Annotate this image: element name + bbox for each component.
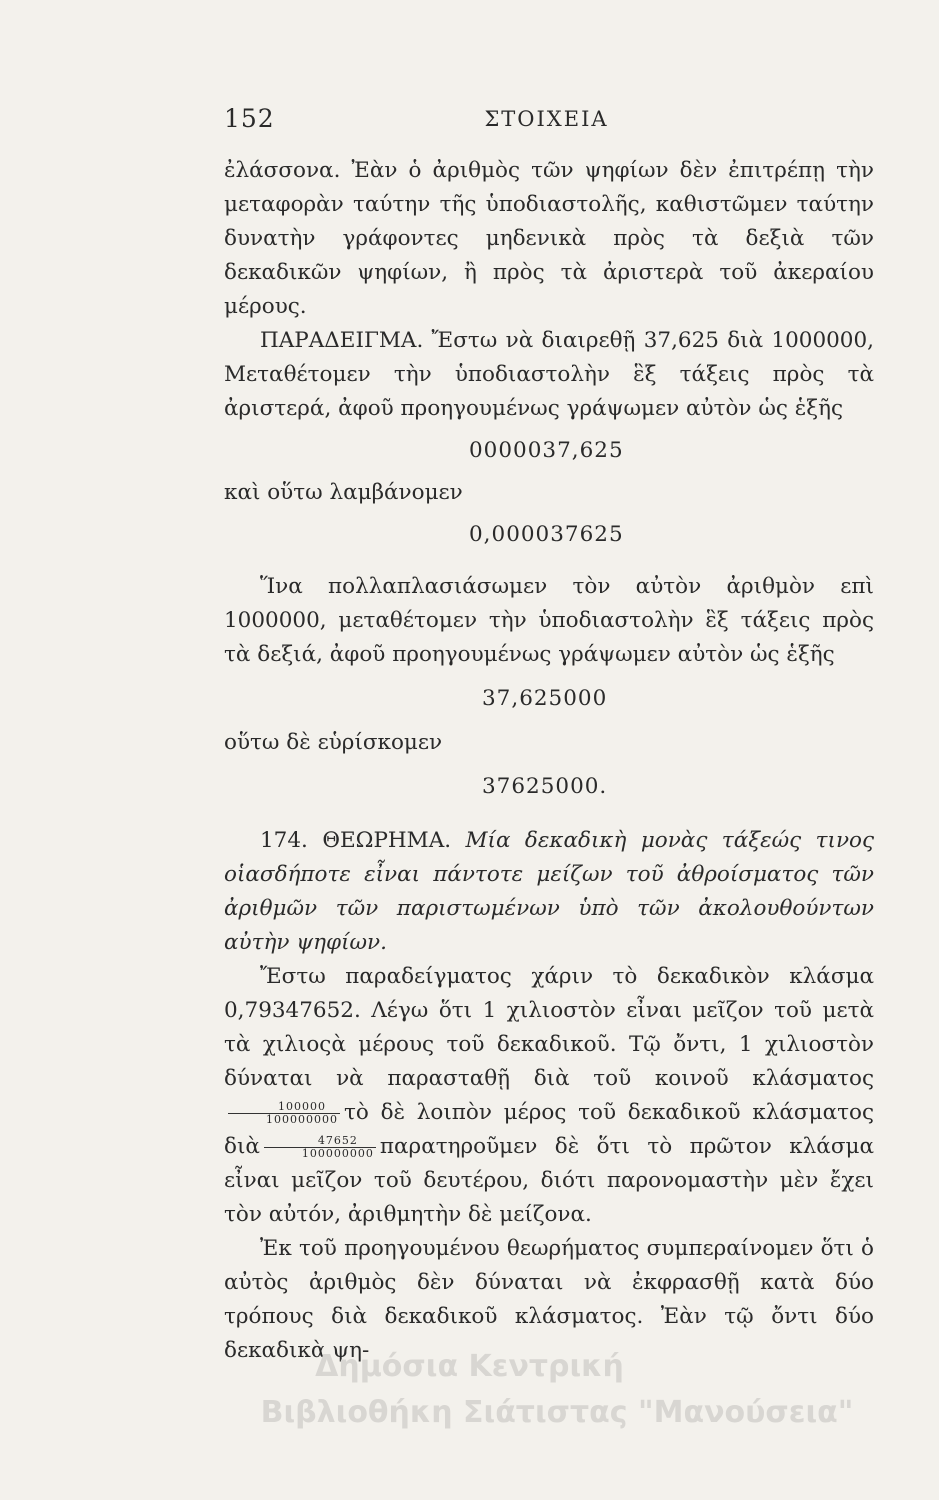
page-body — [224, 154, 874, 1368]
fraction-2 — [264, 1135, 376, 1160]
paragraph-continuation: ἐλάσσονα. Ἐὰν ὁ ἀριθμὸς τῶν ψηφίων δὲν ἐπιτρέπῃ τὴν μεταφορὰν ταύτην τῆς ὑποδιαστολῆς, καθιστῶμεν ταύτην δυνατὴν γράφοντες μηδενικὰ πρὸς τὰ δεξιὰ τῶν δεκαδικῶν ψηφίων, ἢ πρὸς τὰ ἀριστερὰ τοῦ ἀκεραίου μέρους. — [224, 158, 874, 319]
page-number: 152 — [224, 104, 275, 133]
theorem-paragraph — [224, 824, 874, 960]
proof-text-c: παρατηροῦμεν δὲ ὅτι τὸ πρῶτον κλάσμα εἶναι μεῖζον τοῦ δευτέρου, διότι παρονομαστὴν μὲν ἔχει τὸν αὐτόν, ἀριθμητὴν δὲ μείζονα. — [224, 1134, 874, 1227]
paragraph-thus-we-get: καὶ οὕτω λαμβάνομεν — [224, 480, 463, 505]
fraction-1-denominator: 100000000 — [266, 1112, 338, 1126]
theorem-statement: Μία δεκαδικὴ μονὰς τάξεώς τινος οἱασδήποτε εἶναι πάντοτε μείζων τοῦ ἀθροίσματος τῶν ἀριθμῶν τῶν παριστωμένων ὑπὸ τῶν ἀκολουθούντων αὐτὴν ψηφίων. — [224, 828, 874, 955]
library-watermark-line-1: Δημόσια Κεντρική — [315, 1349, 624, 1384]
running-title: ΣΤΟΙΧΕΙΑ — [484, 107, 609, 131]
spacer — [224, 814, 874, 824]
theorem-label: 174. ΘΕΩΡΗΜΑ. — [260, 828, 452, 853]
math-line-1: 0000037,625 — [469, 438, 624, 463]
math-line-4: 37625000. — [482, 774, 608, 799]
library-watermark-line-2: Βιβλιοθήκη Σιάτιστας "Μανούσεια" — [260, 1395, 854, 1430]
paragraph-example: ΠΑΡΑΔΕΙΓΜΑ. Ἔστω νὰ διαιρεθῇ 37,625 διὰ 1000000, Μεταθέτομεν τὴν ὑποδιαστολὴν ἓξ τάξεις πρὸς τὰ ἀριστερά, ἀφοῦ προηγουμένως γράψωμεν αὐτὸν ὡς ἑξῆς — [224, 328, 874, 421]
fraction-2-denominator: 100000000 — [301, 1146, 374, 1160]
proof-text-b: τὸ δὲ λοιπὸν μέρος τοῦ δεκαδικοῦ κλάσματος διὰ — [224, 1100, 874, 1159]
proof-text-a: Ἔστω παραδείγματος χάριν τὸ δεκαδικὸν κλάσμα 0,79347652. Λέγω ὅτι 1 χιλιοστὸν εἶναι μεῖζον τοῦ μετὰ τὰ χιλιοςὰ μέρους τοῦ δεκαδικοῦ. Τῷ ὄντι, 1 χιλιοστὸν δύναται νὰ παρασταθῇ διὰ τοῦ κοινοῦ κλάσματος — [224, 964, 874, 1091]
math-line-2: 0,000037625 — [469, 522, 624, 547]
fraction-1-numerator: 100000 — [228, 1101, 340, 1114]
paragraph-proof — [224, 960, 874, 1232]
paragraph-multiply: Ἵνα πολλαπλασιάσωμεν τὸν αὐτὸν ἀριθμὸν επὶ 1000000, μεταθέτομεν τὴν ὑποδιαστολὴν ἓξ τάξεις πρὸς τὰ δεξιά, ἀφοῦ προηγουμένως γράψωμεν αὐτὸν ὡς ἑξῆς — [224, 574, 874, 667]
paragraph-conclusion: Ἐκ τοῦ προηγουμένου θεωρήματος συμπεραίνομεν ὅτι ὁ αὐτὸς ἀριθμὸς δὲν δύναται νὰ ἐκφρασθῇ κατὰ δύο τρόπους διὰ δεκαδικοῦ κλάσματος. Ἐὰν τῷ ὄντι δύο δεκαδικὰ ψη- — [224, 1236, 874, 1363]
fraction-1 — [228, 1101, 340, 1126]
math-line-3: 37,625000 — [482, 686, 608, 711]
fraction-2-numerator: 47652 — [264, 1135, 376, 1148]
spacer — [224, 560, 874, 570]
page-header — [224, 104, 869, 140]
paragraph-thus-we-find: οὕτω δὲ εὑρίσκομεν — [224, 730, 443, 755]
